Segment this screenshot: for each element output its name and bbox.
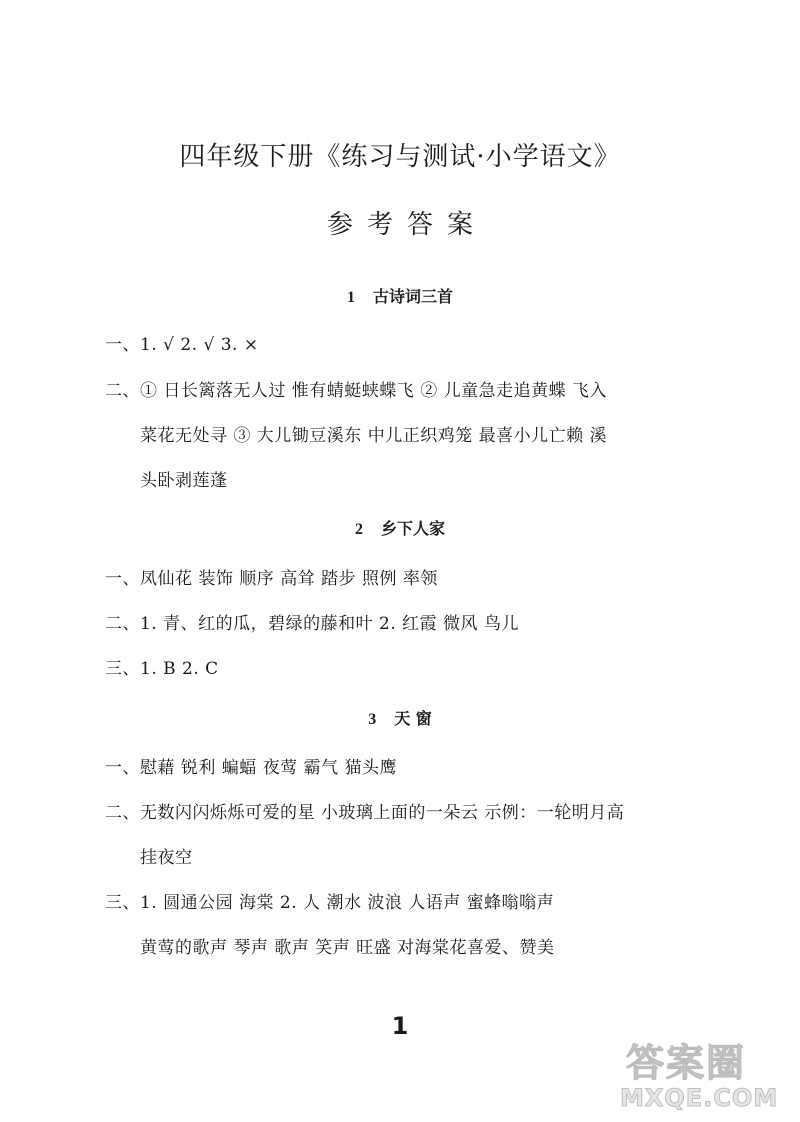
lesson-name: 古诗词三首 [372, 287, 453, 306]
lesson-heading-1 [0, 284, 800, 307]
answer-line: 二、1. 青、红的瓜，碧绿的藤和叶 2. 红霞 微风 鸟儿 [105, 614, 519, 634]
watermark-text: 答案圈 [626, 1041, 747, 1085]
watermark-url: MXQE.COM [620, 1084, 779, 1112]
lesson-number: 2 [354, 521, 363, 538]
lesson-heading-2 [0, 516, 800, 539]
answer-line: 挂夜空 [140, 848, 193, 868]
answer-line: 一、凤仙花 装饰 顺序 高耸 踏步 照例 率领 [105, 569, 438, 589]
answer-line: 二、无数闪闪烁烁可爱的星 小玻璃上面的一朵云 示例：一轮明月高 [105, 803, 625, 823]
lesson-heading-3 [0, 706, 800, 729]
lesson-number: 3 [368, 711, 377, 728]
answer-line: 二、① 日长篱落无人过 惟有蜻蜓蛱蝶飞 ② 儿童急走追黄蝶 飞入 [105, 381, 608, 401]
page-subtitle: 参考答案 [326, 210, 487, 240]
answer-line: 头卧剥莲蓬 [140, 471, 228, 491]
page-title: 四年级下册《练习与测试·小学语文》 [179, 142, 621, 172]
answer-line: 黄莺的歌声 琴声 歌声 笑声 旺盛 对海棠花喜爱、赞美 [140, 938, 555, 958]
lesson-number: 1 [346, 289, 355, 306]
answer-line: 一、1. √ 2. √ 3. × [105, 335, 259, 355]
lesson-name: 乡下人家 [380, 519, 445, 538]
answer-line: 菜花无处寻 ③ 大儿锄豆溪东 中儿正织鸡笼 最喜小儿亡赖 溪 [140, 426, 608, 446]
answer-line: 三、1. 圆通公园 海棠 2. 人 潮水 波浪 人语声 蜜蜂嗡嗡声 [105, 893, 555, 913]
page-number: 1 [391, 1012, 409, 1040]
answer-line: 一、慰藉 锐利 蝙蝠 夜莺 霸气 猫头鹰 [105, 758, 398, 778]
watermark-logo [620, 1032, 796, 1116]
lesson-name: 天 窗 [394, 709, 432, 728]
answer-line: 三、1. B 2. C [105, 659, 219, 679]
